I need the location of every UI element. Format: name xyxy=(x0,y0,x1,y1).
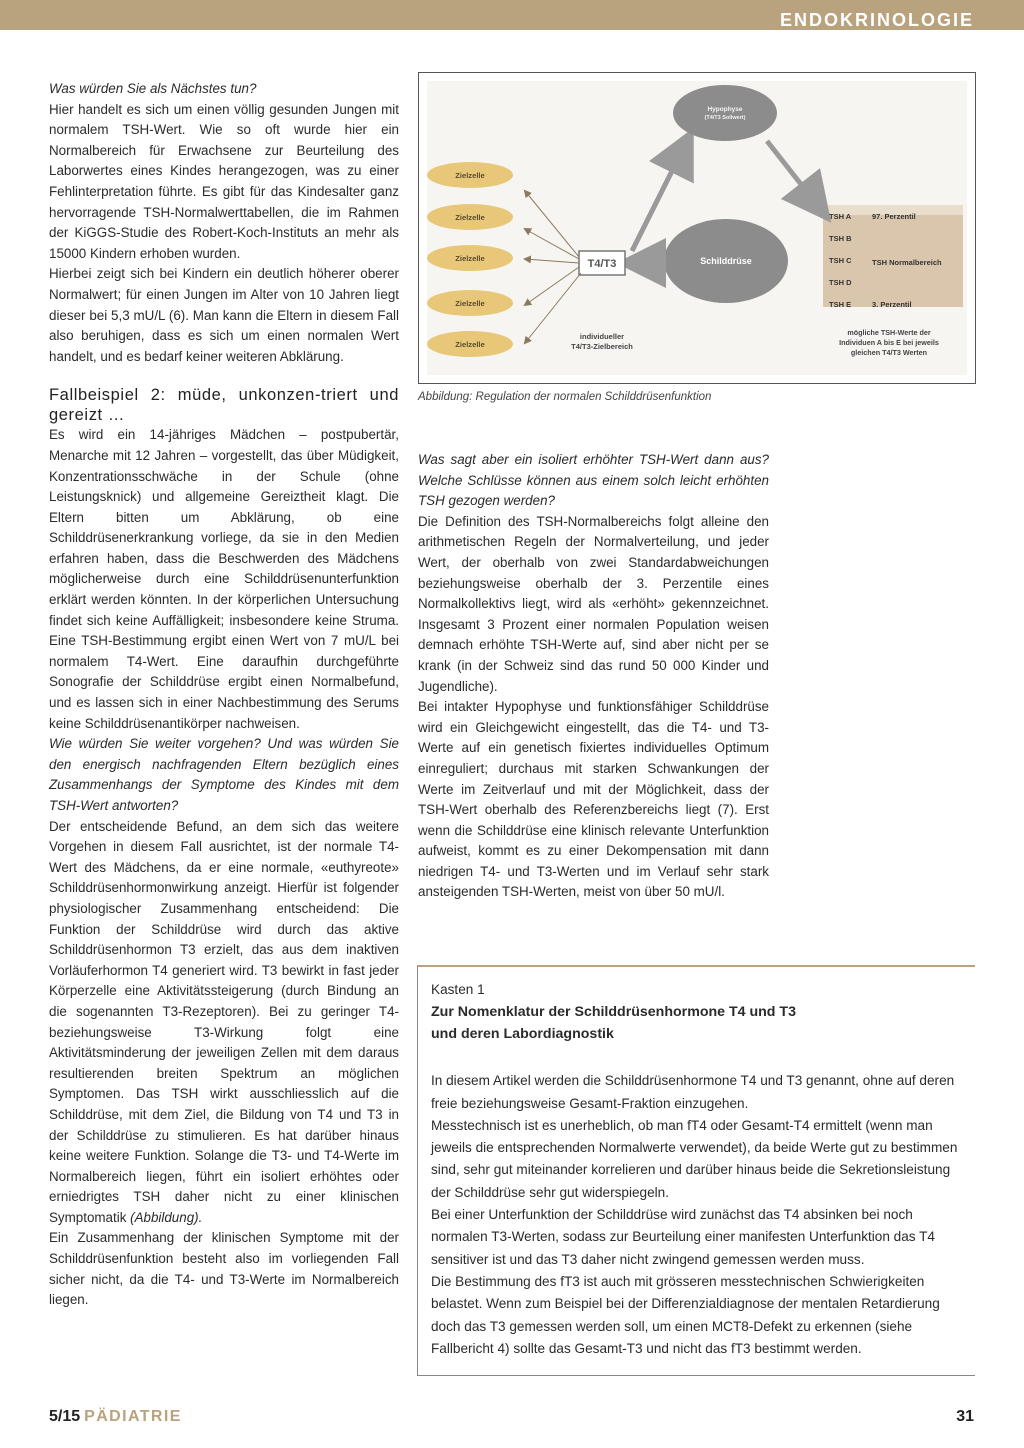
figure-diagram xyxy=(427,81,967,375)
figure-canvas xyxy=(427,81,967,375)
figure-caption: Abbildung: Regulation der normalen Schilddrüsenfunktion xyxy=(418,391,712,403)
t4t3-label: T4/T3 xyxy=(587,258,617,270)
tsh-row xyxy=(829,234,852,243)
zielzelle-label: Zielzelle xyxy=(455,340,485,349)
moegliche-label-3: gleichen T4/T3 Werten xyxy=(850,348,928,357)
zielzelle-label: Zielzelle xyxy=(455,254,485,263)
issue-number: 5/15 xyxy=(49,1408,81,1425)
paragraph-text: Der entscheidende Befund, an dem sich das weitere Vorgehen in diesem Fall ausrichtet, ist der normale T4-Wert des Mädchens, da er eine normale, «euthyreote» Schilddrüsenhormonwirkung anzeigt. Hierfür ist folgender physiologischer Zusammenhang entscheidend: Die Funktion der Schilddrüse wird durch das aktive Schilddrüsenhormon T3 erzielt, das aus dem inaktiven Vorläuferhormon T4 generiert wird. T3 bewirkt in fast jeder Körperzelle eine Aktivitätssteigerung (durch Bindung an die sogenannten T3-Rezeptoren). Bei zu geringer T4- beziehungsweise T3-Wirkung folgt eine Aktivitätsminderung der jeweiligen Zellen mit dem daraus resultierenden breiten Spektrum an möglichen Symptomen. Das TSH wirkt ausschliesslich auf die Schilddrüse, mit dem Ziel, die Bildung von T4 und T3 in der Schilddrüse zu stimulieren. Es hat darüber hinaus keine weitere Funktion. Solange die T3- und T4-Werte im Normalbereich liegen, führt ein isoliert erhöhtes oder erniedrigtes TSH daher nicht zu einer klinischen Symptomatik xyxy=(49,818,399,1225)
info-box xyxy=(417,965,975,1376)
info-box-title-line-2: und deren Labordiagnostik xyxy=(431,1026,614,1043)
info-box-title-line-1: Zur Nomenklatur der Schilddrüsenhormone T4 und T3 xyxy=(431,1004,796,1021)
tsh-row xyxy=(829,278,852,287)
paragraph: Ein Zusammenhang der klinischen Symptome mit der Schilddrüsenfunktion besteht also im vorliegenden Fall sicher nicht, da die T4- und T3-Werte im Normalbereich liegen. xyxy=(49,1230,399,1308)
paragraph: Hier handelt es sich um einen völlig gesunden Jungen mit normalem TSH-Wert. Wie so oft wurde hier ein Normalbereich für Erwachsene zur Beurteilung des Laborwertes eines Kindes herangezogen, was zu einer Fehlinterpretation führte. Es gibt für das Kindesalter ganz hervorragende TSH-Normalwerttabellen, die im Rahmen der KiGGS-Studie des Robert-Koch-Instituts an mehr als 15000 Kindern erhoben wurden. xyxy=(49,101,399,261)
hypophyse-label: Hypophyse xyxy=(707,106,743,113)
individueller-label: individueller xyxy=(579,332,625,341)
moegliche-label: mögliche TSH-Werte der xyxy=(847,328,931,337)
paragraph: Es wird ein 14-jähriges Mädchen – postpubertär, Menarche mit 12 Jahren – vorgestellt, das über Müdigkeit, Konzentrationsschwäche in der Schule (ohne Leistungsknick) und allgemeine Gereiztheit klagt. Die Eltern bitten um Abklärung, ob eine Schilddrüsenerkrankung vorliege, da sie in den Medien erfahren haben, dass die Beschwerden des Mädchens möglicherweise durch eine Schilddrüsenunterfunktion erklärt werden könnten. In der körperlichen Untersuchung findet sich keine Auffälligkeit; insbesondere keine Struma. Eine TSH-Bestimmung ergibt einen Wert von 7 mU/L bei normalem T4-Wert. Eine daraufhin durchgeführte Sonografie der Schilddrüse ergibt einen Normalbefund, und es lassen sich in einer Nachbestimmung des Serums keine Schilddrüsenantikörper nachweisen. xyxy=(49,427,399,731)
figure-reference: (Abbildung). xyxy=(130,1209,203,1225)
paragraph: Die Definition des TSH-Normalbereichs folgt alleine den arithmetischen Regeln der Normalverteilung, und jeder Wert, der oberhalb von zwei Standardabweichungen beziehungsweise oberhalb der 3. Perzentile eines Normalkollektivs liegt, wird als «erhöht» gekennzeichnet. Insgesamt 3 Prozent einer normalen Population weisen demnach erhöhte TSH-Werte auf, sind aber nicht per se krank (in der Schweiz sind das rund 50 000 Kinder und Jugendliche). xyxy=(418,513,769,694)
zielzelle-label: Zielzelle xyxy=(455,213,485,222)
section-title: ENDOKRINOLOGIE xyxy=(779,10,974,30)
paragraph xyxy=(49,817,399,1229)
page-number: 31 xyxy=(956,1408,974,1425)
info-box-title xyxy=(431,1001,959,1045)
svg-text:TSH A: TSH A xyxy=(829,212,852,221)
svg-text:97. Perzentil: 97. Perzentil xyxy=(872,212,916,221)
svg-text:TSH Normalbereich: TSH Normalbereich xyxy=(872,258,942,267)
individueller-label-2: T4/T3-Zielbereich xyxy=(571,342,633,351)
section-header-bar xyxy=(0,0,1024,30)
hypophyse-ellipse xyxy=(673,85,777,141)
schilddruese-label: Schilddrüse xyxy=(700,256,752,266)
moegliche-label-2: Individuen A bis E bei jeweils xyxy=(839,338,939,347)
section-heading: Fallbeispiel 2: müde, unkonzen-triert und gereizt … xyxy=(49,386,399,425)
hypophyse-sublabel: (T4/T3 Sollwert) xyxy=(704,115,746,121)
info-paragraph: Messtechnisch ist es unerheblich, ob man fT4 oder Gesamt-T4 ermittelt (wenn man jeweils die entsprechenden Normalwerte verwendet), da beide Werte gut zu bestimmen sind, sehr gut miteinander korrelieren und darüber hinaus beide die Sekretionsleistung der Schilddrüse sehr gut widerspiegeln. xyxy=(431,1117,958,1200)
tsh-row xyxy=(829,212,916,221)
footer-issue xyxy=(49,1408,182,1426)
info-box-content xyxy=(431,979,959,1360)
question-3: Was sagt aber ein isoliert erhöhter TSH-Wert dann aus? Welche Schlüsse können aus einem solch leicht erhöhten TSH gezogen werden? xyxy=(418,452,769,509)
info-paragraph: Die Bestimmung des fT3 ist auch mit grösseren messtechnischen Schwierigkeiten belastet. Wenn zum Beispiel bei der Differenzialdiagnose der mentalen Retardierung doch das T3 gemessen werden soll, um einen MCT8-Defekt zu erkennen (siehe Fallbericht 4) sollte das Gesamt-T3 und nicht das fT3 bestimmt werden. xyxy=(431,1273,940,1356)
zielzelle-label: Zielzelle xyxy=(455,171,485,180)
svg-text:TSH D: TSH D xyxy=(829,278,852,287)
info-paragraph: Bei einer Unterfunktion der Schilddrüse wird zunächst das T4 absinken bei noch normalen T3-Werten, sodass zur Beurteilung einer manifesten Unterfunktion das T4 sensitiver ist und das T3 daher nicht zwingend gemessen werden muss. xyxy=(431,1207,935,1267)
arrow-down xyxy=(767,141,822,211)
svg-text:TSH B: TSH B xyxy=(829,234,852,243)
journal-brand: PÄDIATRIE xyxy=(84,1408,182,1425)
zielzelle-label: Zielzelle xyxy=(455,299,485,308)
info-box-label: Kasten 1 xyxy=(431,982,485,997)
info-paragraph: In diesem Artikel werden die Schilddrüsenhormone T4 und T3 genannt, ohne auf deren freie beziehungsweise Gesamt-Fraktion einzugehen. xyxy=(431,1073,955,1111)
question-2: Wie würden Sie weiter vorgehen? Und was würden Sie den energisch nachfragenden Eltern bezüglich eines Zusammenhangs der Symptome des Kindes mit dem TSH-Wert antworten? xyxy=(49,736,399,813)
svg-text:TSH C: TSH C xyxy=(829,256,852,265)
figure-thyroid-regulation xyxy=(418,72,976,384)
column-left xyxy=(49,79,399,1311)
paragraph: Hierbei zeigt sich bei Kindern ein deutlich höherer oberer Normalwert; für einen Jungen im Alter von 10 Jahren liegt dieser bei 5,3 mU/L (6). Man kann die Eltern in diesem Fall also beruhigen, dass es sich um einen normalen Wert handelt, und es bedarf keiner weiteren Abklärung. xyxy=(49,266,399,364)
question-1: Was würden Sie als Nächstes tun? xyxy=(49,81,257,96)
column-right xyxy=(418,450,769,903)
svg-text:3. Perzentil: 3. Perzentil xyxy=(872,300,912,309)
svg-text:TSH E: TSH E xyxy=(829,300,852,309)
paragraph: Bei intakter Hypophyse und funktionsfähiger Schilddrüse wird ein Gleichgewicht eingestellt, das die T4- und T3-Werte auf ein genetisch fixiertes individuelles Optimum einreguliert; durchaus mit starken Schwankungen der Werte im Zeitverlauf und mit der Möglichkeit, dass der TSH-Wert oberhalb des Referenzbereichs liegt (7). Erst wenn die Schilddrüse eine klinisch relevante Unterfunktion aufweist, kommt es zu einer Dekompensation mit dann niedrigen T4- und T3-Werten und im Verlauf sehr stark ansteigenden TSH-Werten, meist von über 50 mU/l. xyxy=(418,699,769,900)
